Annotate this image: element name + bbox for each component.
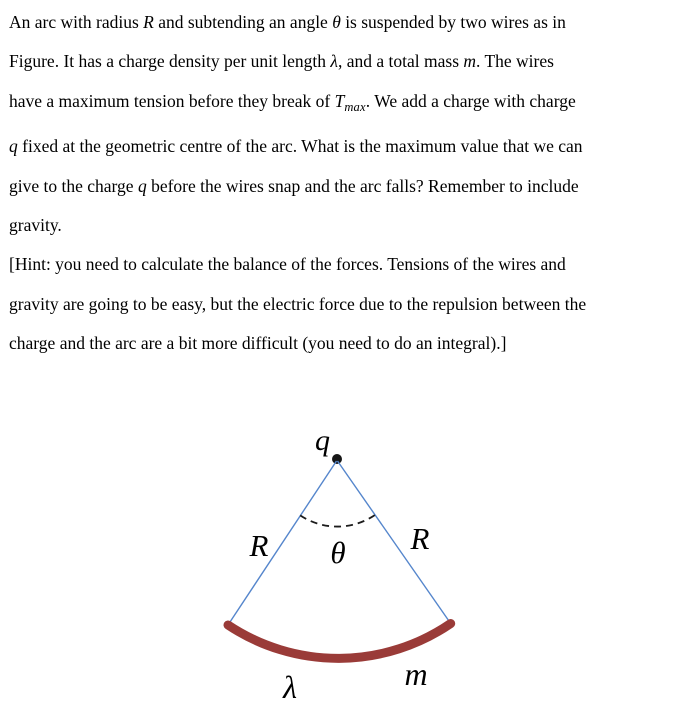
math-symbol: q bbox=[137, 175, 147, 196]
math-symbol: max bbox=[344, 99, 366, 114]
charged-arc bbox=[228, 624, 451, 659]
math-symbol: R bbox=[143, 12, 154, 32]
math-symbol: q bbox=[9, 136, 18, 157]
text-segment: and subtending an angle bbox=[153, 12, 333, 32]
text-segment: charge and the arc are a bit more difficult (you need to do an integral).] bbox=[9, 333, 507, 354]
text-line bbox=[9, 206, 698, 245]
angle-arc-dashed bbox=[300, 515, 375, 527]
text-line bbox=[9, 3, 698, 42]
text-segment: fixed at the geometric centre of the arc. What is the maximum value that we can bbox=[17, 136, 583, 157]
text-segment: Figure. It has a charge density per unit length bbox=[9, 51, 331, 72]
text-line bbox=[9, 82, 698, 127]
text-segment: gravity. bbox=[9, 215, 62, 236]
math-symbol: T bbox=[334, 90, 345, 111]
text-segment: have a maximum tension before they break of bbox=[9, 90, 335, 111]
text-segment: before the wires snap and the arc falls? Remember to include bbox=[146, 175, 579, 196]
problem-text bbox=[9, 3, 698, 364]
angle-label: θ bbox=[330, 535, 346, 570]
text-segment: [Hint: you need to calculate the balance of the forces. Tensions of the wires and bbox=[9, 254, 566, 275]
text-line bbox=[9, 285, 698, 324]
math-symbol: θ bbox=[332, 12, 341, 32]
text-line bbox=[9, 167, 698, 206]
text-segment: is suspended by two wires as in bbox=[340, 12, 566, 32]
math-symbol: λ bbox=[330, 51, 338, 72]
text-line bbox=[9, 42, 698, 81]
wire-right-line bbox=[338, 461, 451, 624]
charge-dot bbox=[332, 454, 342, 464]
text-segment: gravity are going to be easy, but the electric force due to the repulsion between the bbox=[9, 293, 587, 314]
wire-left-line bbox=[228, 461, 337, 625]
lambda-label: λ bbox=[283, 669, 297, 705]
text-segment: . The wires bbox=[476, 51, 554, 72]
text-segment: give to the charge bbox=[9, 175, 138, 196]
charge-label: q bbox=[315, 424, 330, 457]
mass-label: m bbox=[404, 656, 428, 692]
text-line bbox=[9, 324, 698, 363]
text-segment: . We add a charge with charge bbox=[365, 90, 576, 111]
radius-left-label: R bbox=[249, 528, 269, 563]
text-segment: An arc with radius bbox=[9, 12, 144, 32]
math-symbol: m bbox=[463, 51, 477, 72]
text-line bbox=[9, 245, 698, 284]
figure bbox=[0, 400, 698, 712]
text-segment: , and a total mass bbox=[338, 51, 464, 72]
text-line bbox=[9, 127, 698, 166]
radius-right-label: R bbox=[410, 521, 430, 556]
